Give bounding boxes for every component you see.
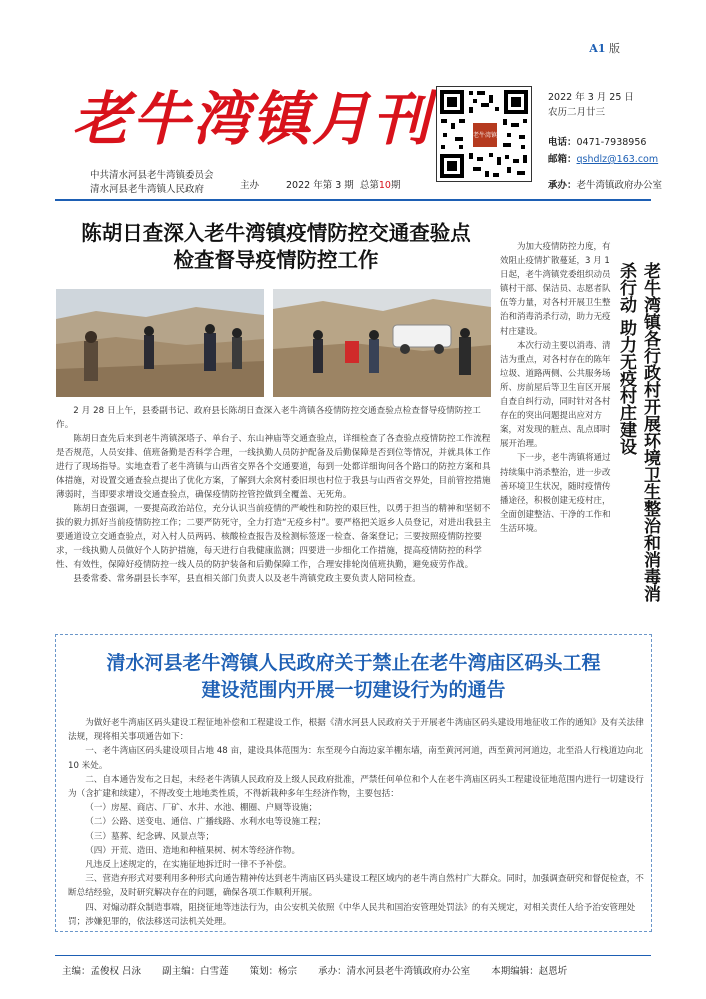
footer-divider [55, 955, 651, 956]
lunar-date: 农历二月廿三 [548, 107, 606, 118]
sidebar-vertical-headline: 老牛湾镇各行政村开展环境卫生整治和消毒消杀行动 助力无疫村庄建设 [616, 262, 660, 602]
article1-headline: 陈胡日查深入老牛湾镇疫情防控交通查验点 检查督导疫情防控工作 [81, 221, 471, 272]
org-government: 清水河县老牛湾镇人民政府 [90, 184, 205, 195]
email-line: 邮箱：qshdlz@163.com [548, 154, 659, 165]
article1-body [56, 404, 496, 586]
footer-deputy-editor: 副主编：白雪莲 [162, 966, 229, 977]
notice-paragraph: 四、对煽动群众制造事端，阻挠征地等违法行为，由公安机关依照《中华人民共和国治安管理处罚法》的有关规定，对相关责任人给予治安管理处罚；涉嫌犯罪的，依法移送司法机关处理。 [68, 902, 636, 927]
footer-organizer: 承办：清水河县老牛湾镇政府办公室 [318, 966, 471, 977]
footer-issue-editor: 本期编辑：赵恩圻 [491, 966, 568, 977]
phone-number: 0471-7938956 [576, 137, 647, 148]
notice-paragraph: 三、营造弃形式对要利用多种形式向通告精神传达到老牛湾庙区码头建设工程区域内的老牛湾自然村广大群众。同时，加强调查研究和督促检查，不断总结经验，及时研究解决存在的问题，确保各项工作顺利开展。 [68, 874, 644, 899]
organizer-block [90, 169, 214, 197]
article1-paragraph: 2 月 28 日上午，县委副书记、政府县长陈胡日查深入老牛湾镇各疫情防控交通查验点检查督导疫情防控工作。 [56, 406, 481, 430]
qr-code-icon [436, 86, 532, 182]
article2-headline: 清水河县老牛湾镇人民政府关于禁止在老牛湾庙区码头工程 建设范围内开展一切建设行为的通告 [106, 652, 601, 701]
article1-paragraph: 陈胡日查先后来到老牛湾镇深塔子、单台子、东山神庙等交通查验点，详细检查了各查验点疫情防控工作流程是否规范，人员安排、值班备勤是否科学合理，一线执勤人员防护配备及后勤保障是否到位等情况，并就具体工作进行了现场指导。实地查看了老牛湾镇与山西省交界各个交通要道，每到一处都详细询问各个路口的防控方案和具体措施，对设置交通查验点提出了优化方案，了解到大余窝村委旧坝也村位于我县与山西省交界处，目前管控措施薄弱时，当即要求增设交通查验点，确保疫情防控管控做到全覆盖、无死角。 [56, 434, 491, 500]
notice-paragraph: （三）墓葬、纪念碑、风景点等； [85, 831, 215, 842]
notice-paragraph: （一）房屋、商店、厂矿、水井、水池、棚圈、户厕等设施； [85, 803, 318, 814]
notice-paragraph: 二、自本通告发布之日起，未经老牛湾镇人民政府及上级人民政府批准，严禁任何单位和个人在老牛湾庙区码头工程建设征地范围内进行一切建设行为（含扩建和续建），不得改变土地地类性质，不得新栽种多年生经济作物，主要包括： [68, 774, 644, 800]
notice-paragraph: 凡违反上述规定的，在实施征地拆迁时一律不予补偿。 [85, 860, 292, 871]
org-party-committee: 中共清水河县老牛湾镇委员会 [90, 170, 214, 181]
notice-paragraph: 一、老牛湾庙区码头建设项目占地 48 亩，建设具体范围为：东至现今白海边家羊棚东墙，南至黄河河道，西至黄河河道边，北至沿人行栈道边向北 10 米处。 [68, 746, 643, 771]
contact-block [548, 134, 658, 168]
footer-planner: 策划：杨宗 [249, 966, 298, 977]
masthead-title: 老牛湾镇月刊 [72, 85, 433, 153]
host-label: 主办 [240, 180, 260, 191]
masthead-date-block [548, 90, 634, 120]
phone-line: 电话：0471-7938956 [548, 137, 647, 148]
article1-paragraph: 陈胡日查强调，一要提高政治站位，充分认识当前疫情的严峻性和防控的艰巨性，以勇于担当的精神和坚韧不拔的毅力抓好当前疫情防控工作；二要严防死守，全力打造“无疫乡村”。要严格把关返乡人员登记，对进出我县主要通道设立交通查验点，对入村人员两码、核酸检查报告及检测标签逐一检查、备案登记；三要按照疫情防控要求，一线执勤人员做好个人防护措施，每天进行自我健康监测；四要进一步细化工作措施，提高疫情防控的科学性、有效性，保障好疫情防控一线人员的防护装备和后勤保障工作，合理安排轮岗值班执勤，避免疲劳作战。 [56, 504, 492, 570]
photo-checkpoint-scene [56, 289, 264, 397]
sidebar-body [500, 240, 612, 536]
article1-photo-left [56, 289, 264, 397]
publisher-label: 承办：老牛湾镇政府办公室 [548, 180, 663, 191]
sidebar-paragraph: 为加大疫情防控力度，有效阻止疫情扩散蔓延，3 月 1 日起，老牛湾镇党委组织动员镇村干部、保洁员、志愿者队伍等力量，对各村开展卫生整治和消毒消杀行动，助力无疫村庄建设。 [500, 242, 611, 337]
notice-paragraph: （二）公路、送变电、通信、广播线路、水利水电等设施工程； [85, 817, 326, 828]
edition-label: A1 版 [589, 42, 620, 55]
masthead-divider [55, 199, 651, 201]
article2-body [68, 716, 644, 929]
qr-logo: 老牛湾镇 [471, 121, 499, 149]
article1-photo-right [273, 289, 491, 397]
article1-paragraph: 县委常委、常务副县长李军，县直相关部门负责人以及老牛湾镇党政主要负责人陪同检查。 [73, 574, 421, 584]
issue-number: 2022 年第 3 期 总第10期 [286, 180, 401, 191]
notice-paragraph: 为做好老牛湾庙区码头建设工程征地补偿和工程建设工作，根据《清水河县人民政府关于开展老牛湾庙区码头建设用地征收工作的通知》及有关法律法规，现将相关事项通告如下： [68, 718, 644, 743]
footer-credits [62, 963, 585, 977]
photo-inspection-scene [273, 289, 491, 397]
footer-chief-editor: 主编：孟俊权 吕泳 [62, 966, 142, 977]
publish-date: 2022 年 3 月 25 日 [548, 92, 634, 103]
notice-paragraph: （四）开荒、造田、造地和种植果树、树木等经济作物。 [85, 845, 301, 856]
email-link[interactable]: qshdlz@163.com [576, 154, 659, 165]
sidebar-paragraph: 下一步，老牛湾镇将通过持续集中消杀整治，进一步改善环境卫生状况，随时疫情传播途径，积极创建无疫村庄，全面创建整洁、干净的工作和生活环境。 [500, 453, 611, 534]
sidebar-paragraph: 本次行动主要以消毒、清洁为重点，对各村存在的陈年垃圾、道路两侧、公共服务场所、房前屋后等卫生盲区开展自查自纠行动，同时针对各村存在的突出问题提出应对方案，对发现的脏点、乱点即时展开治理。 [500, 340, 611, 450]
